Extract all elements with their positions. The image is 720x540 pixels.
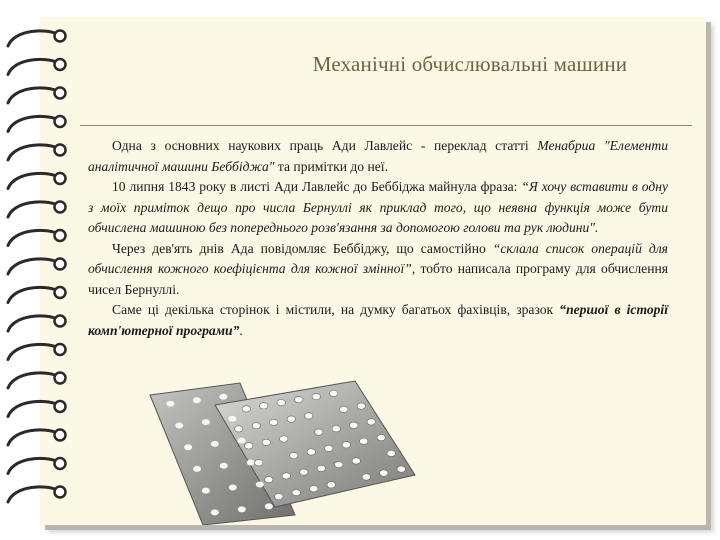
page-title: Механічні обчислювальні машини (312, 52, 628, 76)
card-hole (166, 401, 174, 407)
spiral-hole (55, 401, 66, 412)
card-hole (175, 422, 183, 428)
card-hole (219, 394, 227, 400)
spiral-hole (55, 373, 66, 384)
card-hole (305, 413, 313, 419)
card-hole (265, 503, 273, 509)
spiral-ring (8, 145, 58, 160)
card-hole (380, 470, 388, 476)
spiral-ring (8, 59, 58, 74)
card-hole (275, 493, 283, 499)
spiral-ring (8, 31, 58, 46)
spiral-hole (55, 487, 66, 498)
card-hole (290, 452, 298, 458)
card-hole (282, 473, 290, 479)
card-hole (325, 445, 333, 451)
card-hole (229, 485, 237, 491)
card-hole (193, 397, 201, 403)
spiral-hole (55, 287, 66, 298)
spiral-hole (55, 230, 66, 241)
card-hole (184, 444, 192, 450)
card-hole (340, 406, 348, 412)
spiral-hole (55, 430, 66, 441)
spiral-hole (55, 59, 66, 70)
card-hole (238, 506, 246, 512)
spiral-ring (8, 458, 58, 473)
card-hole (211, 509, 219, 515)
card-hole (330, 390, 338, 396)
card-hole (332, 426, 340, 432)
card-hole (310, 486, 318, 492)
card-hole (362, 474, 370, 480)
spiral-ring (8, 487, 58, 502)
card-hole (262, 439, 270, 445)
spiral-hole (55, 316, 66, 327)
card-hole (211, 441, 219, 447)
spiral-hole (55, 31, 66, 42)
card-hole (295, 396, 303, 402)
card-hole (220, 463, 228, 469)
card-hole (342, 442, 350, 448)
card-hole (280, 436, 288, 442)
spiral-hole (55, 145, 66, 156)
spiral-ring (8, 373, 58, 388)
card-hole (317, 465, 325, 471)
card-hole (360, 438, 368, 444)
body-text (88, 136, 668, 341)
title-divider (80, 125, 692, 126)
card-hole (265, 476, 273, 482)
spiral-ring (8, 401, 58, 416)
card-hole (238, 438, 246, 444)
spiral-hole (55, 259, 66, 270)
card-hole (357, 403, 365, 409)
spiral-ring (8, 259, 58, 274)
card-hole (350, 422, 358, 428)
card-hole (315, 429, 323, 435)
card-hole (260, 403, 268, 409)
paragraph-1: Одна з основних наукових праць Ади Лавлейс - переклад статті Менабриа "Елементи аналітичної машини Беббіджа" та примітки до неї. (88, 138, 668, 174)
spiral-hole (55, 458, 66, 469)
card-hole (255, 460, 263, 466)
paragraph-3: Через дев'ять днів Ада повідомляє Беббіджу, що самостійно “склала список операцій для обчислення кожного коефіцієнта для кожної змінної”, тобто написала програму для обчислення чисел Бернуллі. (88, 240, 668, 297)
card-hole (367, 419, 375, 425)
card-hole (352, 458, 360, 464)
card-hole (202, 488, 210, 494)
paragraph-2: 10 липня 1843 року в листі Ади Лавлейс до Беббіджа майнула фраза: “Я хочу вставити в одну з моїх приміток дещо про числа Бернуллі як приклад того, що неявна функція може бути обчислена машиною без попереднього розв'язання за допомогою голови та рук людини". (88, 179, 669, 235)
card-hole (312, 393, 320, 399)
spiral-hole (55, 202, 66, 213)
spiral-hole (55, 173, 66, 184)
spiral-ring (8, 88, 58, 103)
card-hole (287, 416, 295, 422)
card-hole (202, 419, 210, 425)
card-hole (193, 466, 201, 472)
spiral-ring (8, 287, 58, 302)
card-hole (277, 400, 285, 406)
card-hole (235, 426, 243, 432)
card-hole (292, 489, 300, 495)
card-hole (300, 469, 308, 475)
card-hole (270, 419, 278, 425)
card-hole (335, 461, 343, 467)
card-hole (245, 443, 253, 449)
spiral-hole (55, 116, 66, 127)
spiral-ring (8, 430, 58, 445)
card-hole (327, 482, 335, 488)
spiral-ring (8, 173, 58, 188)
card-hole (242, 406, 250, 412)
card-hole (377, 434, 385, 440)
spiral-ring (8, 116, 58, 131)
card-hole (307, 449, 315, 455)
card-hole (252, 422, 260, 428)
spiral-ring (8, 316, 58, 331)
spiral-ring (8, 202, 58, 217)
spiral-ring (8, 230, 58, 245)
card-hole (228, 416, 236, 422)
card-hole (256, 481, 264, 487)
card-hole (397, 466, 405, 472)
card-hole (247, 460, 255, 466)
spiral-ring (8, 344, 58, 359)
spiral-hole (55, 88, 66, 99)
spiral-hole (55, 344, 66, 355)
punched-cards-image (145, 375, 430, 525)
card-hole (387, 450, 395, 456)
paragraph-4: Саме ці декілька сторінок і містили, на думку багатьох фахівців, зразок “першої в історії комп'ютерної програми”. (88, 302, 668, 338)
spiral-binding (0, 0, 80, 540)
